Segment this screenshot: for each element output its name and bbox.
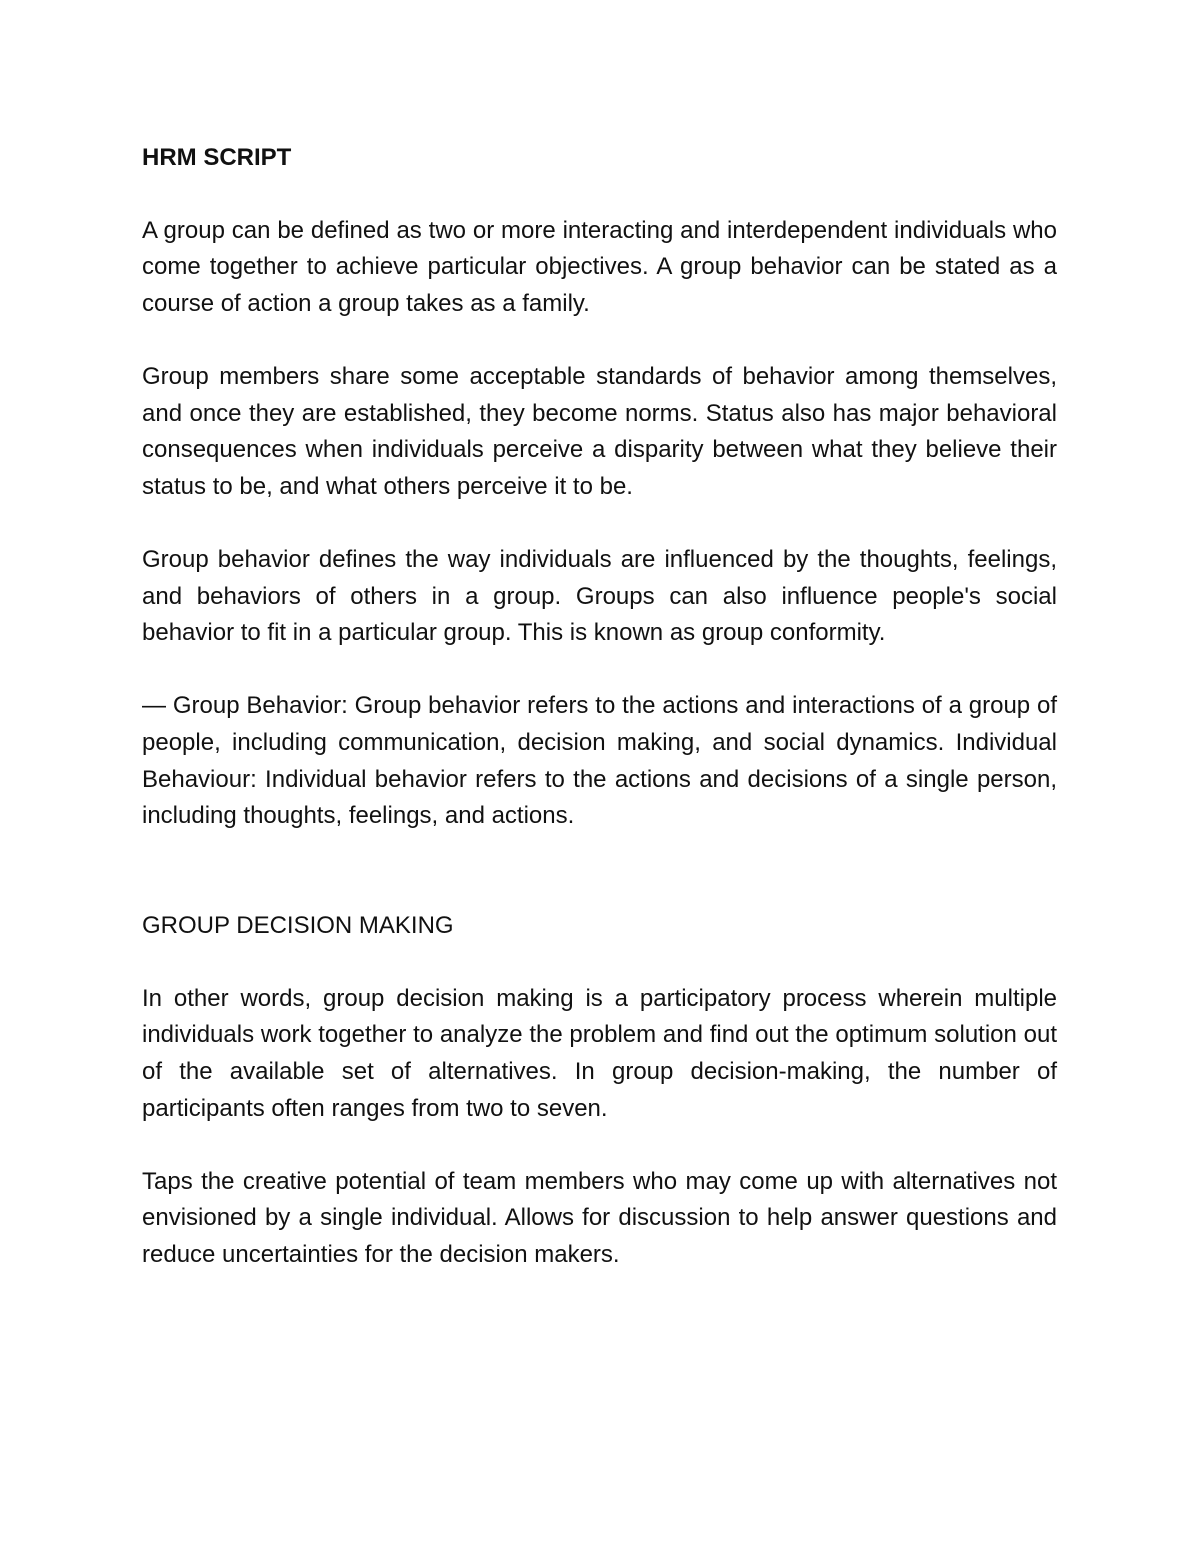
paragraph-group-vs-individual: — Group Behavior: Group behavior refers to the actions and interactions of a group of people, including communication, decision making, and social dynamics. Individual Behaviour: Individual behavior refers to the actions and decisions of a single person, including thoughts, feelings, and actions. bbox=[142, 692, 1057, 830]
paragraph-group-definition: A group can be defined as two or more interacting and interdependent individuals who come together to achieve particular objectives. A group behavior can be stated as a course of action a group takes as a family. bbox=[142, 216, 1057, 317]
paragraph-group-norms: Group members share some acceptable standards of behavior among themselves, and once they are established, they become norms. Status also has major behavioral consequences when individuals perceive a disparity between what they believe their status to be, and what others perceive it to be. bbox=[142, 362, 1057, 500]
paragraph-decision-process: In other words, group decision making is a participatory process wherein multiple individuals work together to analyze the problem and find out the optimum solution out of the available set of alternatives. In group decision-making, the number of participants often ranges from two to seven. bbox=[142, 984, 1057, 1122]
document-title: HRM SCRIPT bbox=[142, 144, 292, 171]
paragraph-group-behavior: Group behavior defines the way individuals are influenced by the thoughts, feelings, and behaviors of others in a group. Groups can also influence people's social behavior to fit in a particular group. This is known as group conformity. bbox=[142, 545, 1057, 647]
section-heading-group-decision-making: GROUP DECISION MAKING bbox=[142, 911, 454, 939]
paragraph-decision-benefits: Taps the creative potential of team members who may come up with alternatives not envisioned by a single individual. Allows for discussion to help answer questions and reduce uncertainties for the decision makers. bbox=[142, 1167, 1057, 1269]
